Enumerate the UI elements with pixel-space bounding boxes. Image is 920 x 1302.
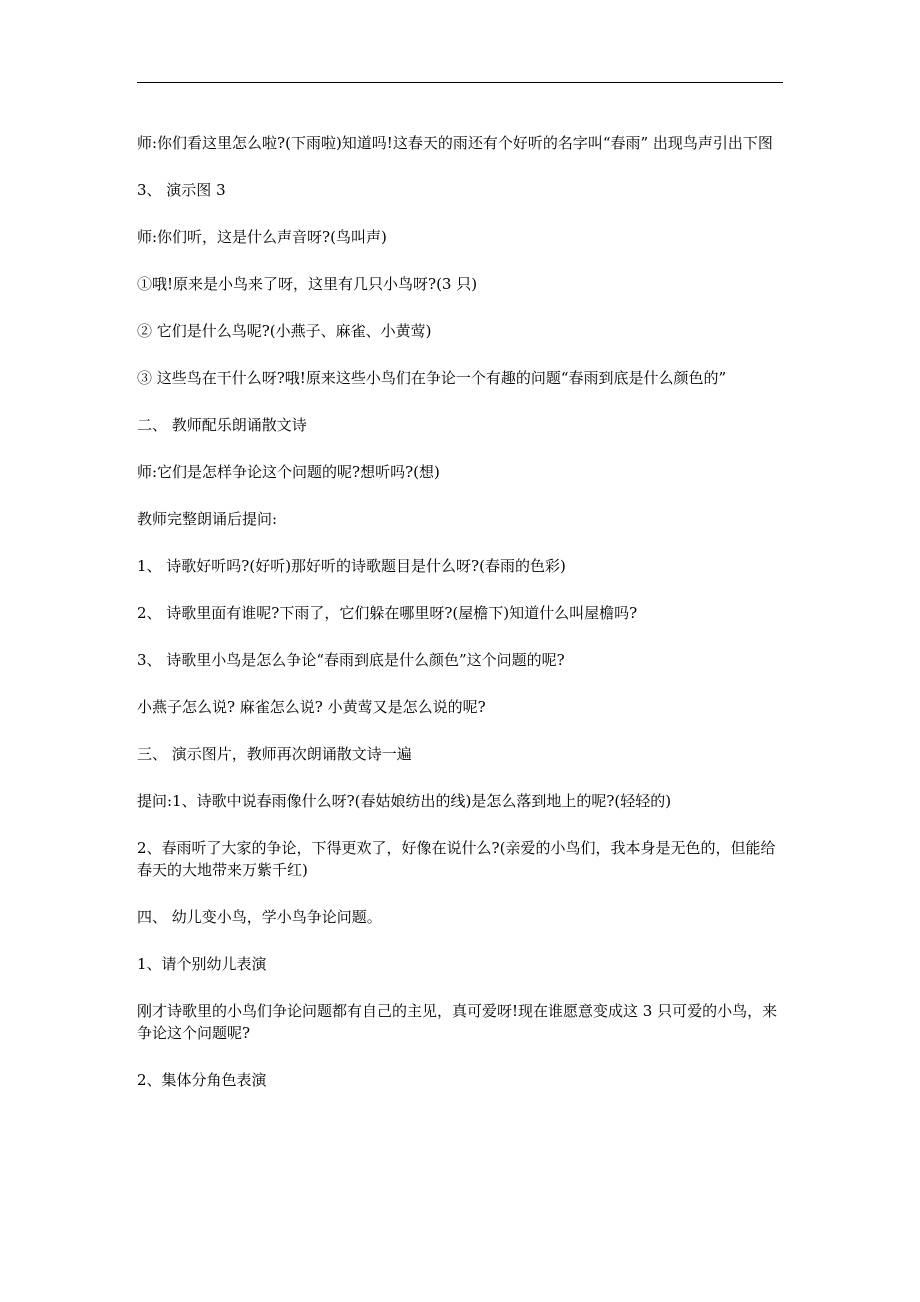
section-heading: 三、 演示图片，教师再次朗诵散文诗一遍 [137, 745, 412, 763]
list-item: 1、 诗歌好听吗?(好听)那好听的诗歌题目是什么呀?(春雨的色彩) [137, 557, 566, 575]
paragraph: 师:它们是怎样争论这个问题的呢?想听吗?(想) [137, 463, 440, 481]
document-body [137, 132, 787, 1116]
section-heading: 二、 教师配乐朗诵散文诗 [137, 416, 307, 434]
paragraph: 提问:1、诗歌中说春雨像什么呀?(春姑娘纺出的线)是怎么落到地上的呢?(轻轻的) [137, 792, 672, 810]
paragraph: 2、春雨听了大家的争论，下得更欢了，好像在说什么?(亲爱的小鸟们，我本身是无色的，但能给春天的大地带来万紫千红) [137, 839, 776, 879]
paragraph: 刚才诗歌里的小鸟们争论问题都有自己的主见，真可爱呀!现在谁愿意变成这 3 只可爱的小鸟，来争论这个问题呢? [137, 1002, 778, 1042]
list-item: ② 它们是什么鸟呢?(小燕子、麻雀、小黄莺) [137, 322, 432, 340]
section-heading: 3、 演示图 3 [137, 181, 226, 199]
paragraph: 教师完整朗诵后提问: [137, 510, 278, 528]
header-rule [137, 82, 783, 83]
list-item: 3、 诗歌里小鸟是怎么争论“春雨到底是什么颜色”这个问题的呢? [137, 651, 565, 669]
list-item: 2、 诗歌里面有谁呢?下雨了，它们躲在哪里呀?(屋檐下)知道什么叫屋檐吗? [137, 604, 638, 622]
list-item: ③ 这些鸟在干什么呀?哦!原来这些小鸟们在争论一个有趣的问题“春雨到底是什么颜色的” [137, 369, 727, 387]
section-heading: 四、 幼儿变小鸟，学小鸟争论问题。 [137, 908, 382, 926]
list-item: 2、集体分角色表演 [137, 1071, 267, 1089]
paragraph: 师:你们看这里怎么啦?(下雨啦)知道吗!这春天的雨还有个好听的名字叫“春雨” 出现鸟声引出下图 [137, 134, 773, 152]
list-item: 1、请个别幼儿表演 [137, 955, 267, 973]
list-item: ①哦!原来是小鸟来了呀，这里有几只小鸟呀?(3 只) [137, 275, 478, 293]
paragraph: 师:你们听，这是什么声音呀?(鸟叫声) [137, 228, 387, 246]
paragraph: 小燕子怎么说? 麻雀怎么说? 小黄莺又是怎么说的呢? [137, 698, 486, 716]
